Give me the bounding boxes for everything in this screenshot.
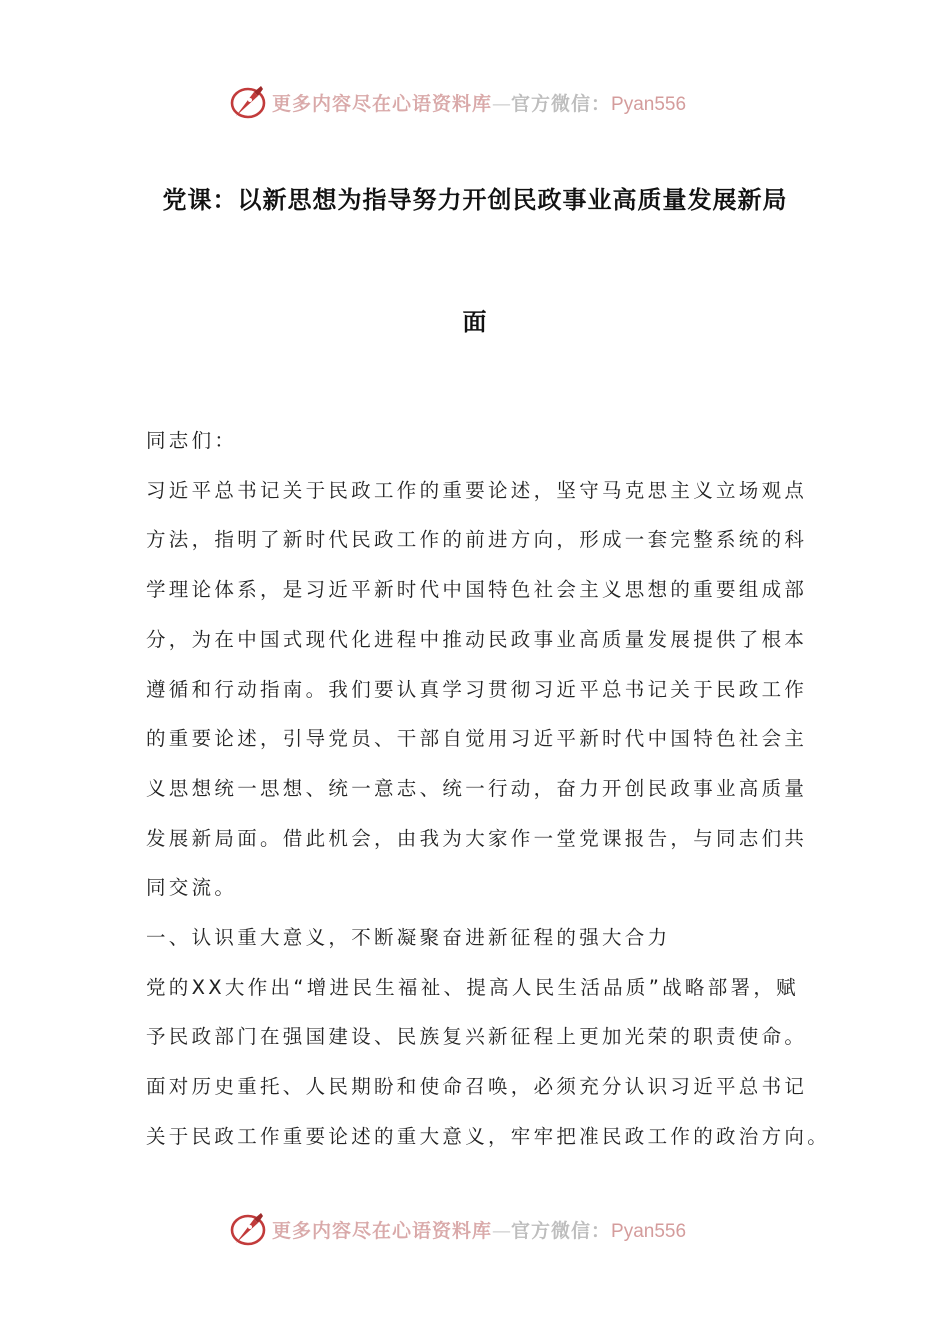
watermark-text <box>272 89 686 116</box>
text-line: 习近平总书记关于民政工作的重要论述，坚守马克思主义立场观点 <box>146 478 808 502</box>
text-line: 义思想统一思想、统一意志、统一行动，奋力开创民政事业高质量 <box>146 776 808 800</box>
watermark-footer <box>228 1207 686 1251</box>
document-title-line1: 党课：以新思想为指导努力开创民政事业高质量发展新局 <box>162 186 788 214</box>
paragraph-section1 <box>146 963 831 1162</box>
paragraph-intro <box>146 466 808 913</box>
watermark-wechat-id: Pyan556 <box>611 93 687 115</box>
text-line: 分，为在中国式现代化进程中推动民政事业高质量发展提供了根本 <box>146 627 808 651</box>
text-line: 党的XX大作出“增进民生福祉、提高人民生活品质”战略部署，赋 <box>146 975 799 999</box>
document-body <box>146 416 831 1162</box>
watermark-text <box>272 1216 686 1243</box>
text-line: 遵循和行动指南。我们要认真学习贯彻习近平总书记关于民政工作 <box>146 677 808 701</box>
text-line: 关于民政工作重要论述的重大意义，牢牢把准民政工作的政治方向。 <box>146 1124 831 1148</box>
pen-nib-logo-icon <box>228 82 268 122</box>
text-line: 同交流。 <box>146 876 238 900</box>
text-line: 予民政部门在强国建设、民族复兴新征程上更加光荣的职责使命。 <box>146 1025 808 1049</box>
watermark-wechat-id: Pyan556 <box>611 1220 687 1242</box>
salutation: 同志们： <box>146 429 238 452</box>
text-line: 方法，指明了新时代民政工作的前进方向，形成一套完整系统的科 <box>146 528 808 552</box>
watermark-site: 更多内容尽在心语资料库 <box>272 1219 493 1242</box>
watermark-wechat-label: 官方微信： <box>511 1219 612 1242</box>
watermark-dash: — <box>492 92 512 115</box>
watermark-header <box>228 80 686 124</box>
text-line: 的重要论述，引导党员、干部自觉用习近平新时代中国特色社会主 <box>146 727 808 751</box>
document-title-line2: 面 <box>462 308 488 336</box>
watermark-site: 更多内容尽在心语资料库 <box>272 92 493 115</box>
section-heading-1: 一、认识重大意义，不断凝聚奋进新征程的强大合力 <box>146 926 671 950</box>
text-line: 学理论体系，是习近平新时代中国特色社会主义思想的重要组成部 <box>146 578 808 602</box>
text-line: 面对历史重托、人民期盼和使命召唤，必须充分认识习近平总书记 <box>146 1075 808 1099</box>
watermark-dash: — <box>492 1219 512 1242</box>
text-line: 发展新局面。借此机会，由我为大家作一堂党课报告，与同志们共 <box>146 826 808 850</box>
pen-nib-logo-icon <box>228 1209 268 1249</box>
watermark-wechat-label: 官方微信： <box>511 92 612 115</box>
